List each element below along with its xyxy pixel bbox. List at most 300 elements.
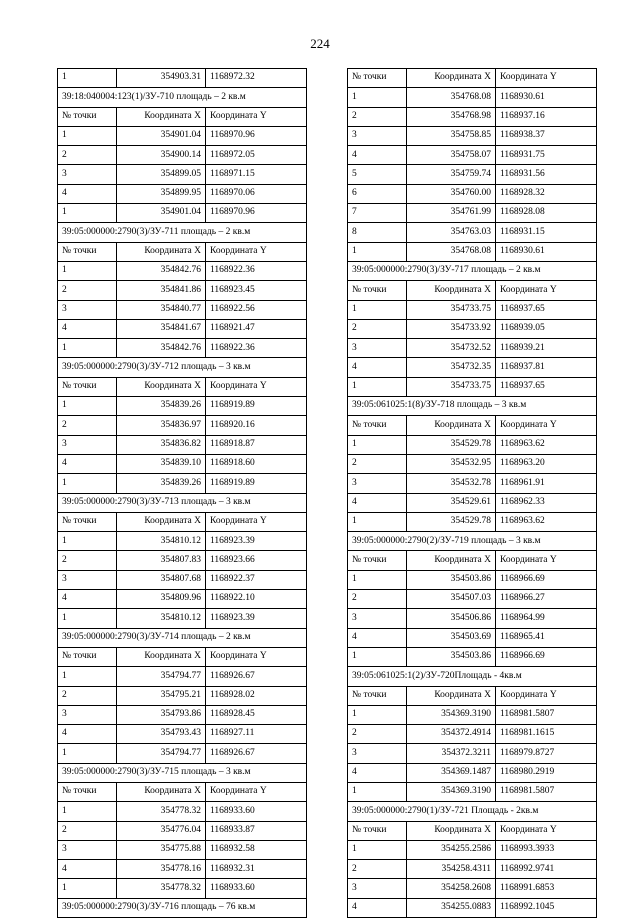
coordinate-x-header: Координата X [117,107,206,126]
point-number-header: № точки [58,782,117,801]
coordinate-y-cell: 1168970.06 [206,184,307,203]
coordinate-y-cell: 1168970.96 [206,126,307,145]
coordinate-x-header: Координата X [117,782,206,801]
right-coordinates-table [347,68,597,918]
table-header-row [58,782,307,801]
point-number-cell: 3 [58,570,117,589]
point-number-cell: 2 [348,107,407,126]
coordinate-x-cell: 354901.04 [117,126,206,145]
coordinate-y-cell: 1168937.65 [496,300,597,319]
point-number-cell: 4 [58,860,117,879]
coordinate-x-cell: 354842.76 [117,261,206,280]
point-number-cell: 2 [348,725,407,744]
point-number-cell: 1 [348,570,407,589]
coordinate-y-cell: 1168927.11 [206,725,307,744]
coordinate-x-cell: 354836.82 [117,435,206,454]
point-number-cell: 1 [348,435,407,454]
coordinate-y-cell: 1168992.1045 [496,898,597,917]
coordinate-x-cell: 354532.95 [407,454,496,473]
coordinate-y-cell: 1168962.33 [496,493,597,512]
table-row [58,339,307,358]
point-number-header: № точки [348,821,407,840]
coordinate-y-cell: 1168980.2919 [496,763,597,782]
point-number-cell: 1 [58,397,117,416]
table-row [58,435,307,454]
coordinate-x-cell: 354255.0883 [407,898,496,917]
coordinate-x-header: Координата X [407,69,496,88]
coordinate-x-cell: 354372.4914 [407,725,496,744]
coordinate-y-cell: 1168932.58 [206,840,307,859]
coordinate-x-cell: 354369.3190 [407,782,496,801]
table-row [58,705,307,724]
point-number-cell: 3 [58,840,117,859]
point-number-header: № точки [348,281,407,300]
table-row [58,744,307,763]
coordinate-x-cell: 354529.78 [407,435,496,454]
table-row [348,898,597,917]
plot-title: 39:05:000000:2790(1)/ЗУ-721 Площадь - 2кв.м [348,802,597,821]
table-row [58,165,307,184]
table-row [348,705,597,724]
table-row [58,454,307,473]
point-number-header: № точки [58,377,117,396]
coordinate-x-cell: 354503.86 [407,570,496,589]
point-number-cell: 3 [58,300,117,319]
coordinate-y-cell: 1168923.66 [206,551,307,570]
coordinate-x-cell: 354794.77 [117,744,206,763]
point-number-header: № точки [348,686,407,705]
section-title-row [58,88,307,107]
table-header-row [58,242,307,261]
table-row [348,782,597,801]
coordinate-x-header: Координата X [117,512,206,531]
point-number-cell: 1 [58,261,117,280]
table-row [58,69,307,88]
table-row [348,377,597,396]
table-row [58,300,307,319]
table-row [58,474,307,493]
table-row [348,165,597,184]
coordinate-x-cell: 354810.12 [117,609,206,628]
coordinate-x-cell: 354760.00 [407,184,496,203]
coordinate-y-cell: 1168966.69 [496,570,597,589]
point-number-cell: 4 [348,358,407,377]
section-title-row [348,802,597,821]
coordinate-y-header: Координата Y [206,107,307,126]
coordinate-x-cell: 354842.76 [117,339,206,358]
coordinate-x-cell: 354778.32 [117,802,206,821]
coordinate-x-cell: 354758.85 [407,126,496,145]
coordinate-x-cell: 354899.05 [117,165,206,184]
plot-title: 39:05:000000:2790(3)/ЗУ-716 площадь – 76 кв.м [58,898,307,917]
table-row [348,223,597,242]
table-row [348,512,597,531]
coordinate-y-cell: 1168981.5807 [496,705,597,724]
table-header-row [348,821,597,840]
point-number-cell: 3 [348,339,407,358]
coordinate-y-cell: 1168961.91 [496,474,597,493]
table-header-row [348,551,597,570]
point-number-cell: 1 [58,802,117,821]
section-title-row [58,898,307,917]
point-number-cell: 2 [348,590,407,609]
section-title-row [348,532,597,551]
coordinate-y-cell: 1168923.39 [206,609,307,628]
coordinate-y-cell: 1168981.5807 [496,782,597,801]
point-number-cell: 1 [58,879,117,898]
coordinate-y-cell: 1168933.87 [206,821,307,840]
point-number-cell: 2 [58,146,117,165]
coordinate-x-cell: 354529.61 [407,493,496,512]
coordinate-x-cell: 354768.08 [407,88,496,107]
coordinate-y-cell: 1168932.31 [206,860,307,879]
coordinate-y-cell: 1168920.16 [206,416,307,435]
point-number-header: № точки [58,242,117,261]
coordinate-y-cell: 1168928.02 [206,686,307,705]
section-title-row [58,763,307,782]
table-row [348,454,597,473]
coordinate-x-cell: 354503.86 [407,647,496,666]
coordinate-y-cell: 1168992.9741 [496,860,597,879]
coordinate-y-header: Координата Y [206,782,307,801]
coordinate-y-header: Координата Y [496,686,597,705]
coordinate-y-cell: 1168922.56 [206,300,307,319]
coordinate-y-cell: 1168937.65 [496,377,597,396]
point-number-cell: 4 [58,725,117,744]
coordinate-x-cell: 354733.92 [407,319,496,338]
coordinate-y-header: Координата Y [206,242,307,261]
coordinate-y-cell: 1168939.05 [496,319,597,338]
coordinate-x-cell: 354809.96 [117,590,206,609]
coordinate-y-cell: 1168972.32 [206,69,307,88]
plot-title: 39:05:000000:2790(3)/ЗУ-715 площадь – 3 кв.м [58,763,307,782]
point-number-cell: 1 [348,242,407,261]
table-row [58,570,307,589]
table-header-row [58,377,307,396]
coordinate-x-header: Координата X [117,242,206,261]
coordinate-y-cell: 1168919.89 [206,397,307,416]
coordinate-y-cell: 1168964.99 [496,609,597,628]
table-row [348,146,597,165]
coordinate-y-cell: 1168933.60 [206,879,307,898]
coordinate-y-cell: 1168922.37 [206,570,307,589]
table-row [58,204,307,223]
coordinate-x-cell: 354372.3211 [407,744,496,763]
point-number-header: № точки [58,647,117,666]
point-number-cell: 2 [58,281,117,300]
coordinate-x-header: Координата X [407,821,496,840]
point-number-cell: 3 [58,705,117,724]
coordinate-y-cell: 1168919.89 [206,474,307,493]
table-row [348,88,597,107]
point-number-header: № точки [58,107,117,126]
table-row [348,358,597,377]
table-row [348,435,597,454]
coordinate-y-cell: 1168981.1615 [496,725,597,744]
table-row [348,319,597,338]
coordinate-y-cell: 1168979.8727 [496,744,597,763]
coordinate-x-cell: 354841.67 [117,319,206,338]
table-row [58,281,307,300]
table-row [58,840,307,859]
point-number-cell: 4 [348,898,407,917]
table-row [348,107,597,126]
point-number-header: № точки [348,551,407,570]
coordinate-y-cell: 1168972.05 [206,146,307,165]
coordinate-y-cell: 1168930.61 [496,88,597,107]
point-number-cell: 3 [348,609,407,628]
point-number-cell: 3 [348,879,407,898]
coordinate-x-cell: 354733.75 [407,377,496,396]
point-number-cell: 1 [58,339,117,358]
coordinate-y-cell: 1168922.10 [206,590,307,609]
table-row [348,879,597,898]
point-number-cell: 3 [58,165,117,184]
coordinate-x-cell: 354793.86 [117,705,206,724]
coordinate-y-cell: 1168933.60 [206,802,307,821]
point-number-cell: 1 [58,744,117,763]
coordinate-y-cell: 1168963.20 [496,454,597,473]
plot-title: 39:05:000000:2790(3)/ЗУ-714 площадь – 2 кв.м [58,628,307,647]
point-number-cell: 1 [348,705,407,724]
coordinate-y-cell: 1168928.08 [496,204,597,223]
coordinate-y-header: Координата Y [496,416,597,435]
table-row [348,300,597,319]
coordinate-y-header: Координата Y [206,512,307,531]
plot-title: 39:05:061025:1(8)/ЗУ-718 площадь – 3 кв.м [348,397,597,416]
coordinate-x-cell: 354795.21 [117,686,206,705]
coordinate-x-cell: 354761.99 [407,204,496,223]
table-header-row [58,107,307,126]
coordinate-y-cell: 1168970.96 [206,204,307,223]
table-row [58,532,307,551]
coordinate-y-header: Координата Y [496,281,597,300]
coordinate-x-cell: 354369.3190 [407,705,496,724]
section-title-row [58,358,307,377]
coordinate-x-cell: 354763.03 [407,223,496,242]
table-header-row [348,281,597,300]
coordinate-y-header: Координата Y [206,377,307,396]
coordinate-x-cell: 354369.1487 [407,763,496,782]
table-row [58,686,307,705]
coordinate-x-header: Координата X [117,647,206,666]
coordinate-x-cell: 354794.77 [117,667,206,686]
coordinate-y-cell: 1168931.75 [496,146,597,165]
coordinate-y-cell: 1168991.6853 [496,879,597,898]
coordinate-x-header: Координата X [407,281,496,300]
table-header-row [58,512,307,531]
plot-title: 39:05:000000:2790(3)/ЗУ-711 площадь – 2 кв.м [58,223,307,242]
table-row [348,725,597,744]
coordinate-x-cell: 354839.10 [117,454,206,473]
coordinate-y-cell: 1168923.45 [206,281,307,300]
point-number-cell: 1 [58,474,117,493]
coordinate-x-cell: 354810.12 [117,532,206,551]
point-number-cell: 3 [348,744,407,763]
coordinate-x-cell: 354529.78 [407,512,496,531]
table-row [348,570,597,589]
plot-title: 39:05:000000:2790(3)/ЗУ-712 площадь – 3 кв.м [58,358,307,377]
point-number-cell: 2 [348,860,407,879]
table-row [58,725,307,744]
coordinate-x-cell: 354778.16 [117,860,206,879]
table-row [348,763,597,782]
point-number-cell: 1 [58,609,117,628]
coordinate-y-cell: 1168966.69 [496,647,597,666]
coordinate-y-cell: 1168926.67 [206,667,307,686]
coordinate-y-header: Координата Y [206,647,307,666]
section-title-row [348,261,597,280]
coordinate-x-cell: 354841.86 [117,281,206,300]
coordinate-y-cell: 1168971.15 [206,165,307,184]
table-row [348,609,597,628]
point-number-cell: 1 [348,782,407,801]
point-number-cell: 4 [348,763,407,782]
point-number-cell: 1 [348,512,407,531]
page-number: 224 [310,36,330,51]
section-title-row [348,397,597,416]
point-number-cell: 1 [348,647,407,666]
coordinate-x-cell: 354758.07 [407,146,496,165]
coordinate-x-cell: 354258.4311 [407,860,496,879]
table-row [348,744,597,763]
point-number-cell: 2 [58,821,117,840]
table-row [58,802,307,821]
table-row [348,590,597,609]
point-number-cell: 1 [58,126,117,145]
table-row [58,146,307,165]
coordinate-x-cell: 354507.03 [407,590,496,609]
table-row [348,242,597,261]
table-row [58,879,307,898]
point-number-cell: 1 [348,300,407,319]
section-title-row [58,223,307,242]
table-row [58,590,307,609]
point-number-cell: 7 [348,204,407,223]
table-row [58,184,307,203]
point-number-cell: 3 [348,474,407,493]
coordinate-y-header: Координата Y [496,69,597,88]
coordinate-x-cell: 354776.04 [117,821,206,840]
point-number-cell: 3 [348,126,407,145]
coordinate-x-header: Координата X [407,416,496,435]
point-number-cell: 4 [58,184,117,203]
coordinate-x-cell: 354839.26 [117,474,206,493]
point-number-cell: 4 [58,319,117,338]
coordinate-x-cell: 354839.26 [117,397,206,416]
coordinate-y-cell: 1168939.21 [496,339,597,358]
table-row [348,840,597,859]
plot-title: 39:05:000000:2790(3)/ЗУ-713 площадь – 3 кв.м [58,493,307,512]
coordinate-y-header: Координата Y [496,821,597,840]
coordinate-x-cell: 354903.31 [117,69,206,88]
table-row [58,821,307,840]
coordinate-x-cell: 354901.04 [117,204,206,223]
point-number-cell: 4 [348,146,407,165]
coordinate-x-cell: 354733.75 [407,300,496,319]
point-number-cell: 2 [58,551,117,570]
point-number-header: № точки [58,512,117,531]
coordinate-x-cell: 354836.97 [117,416,206,435]
point-number-cell: 8 [348,223,407,242]
table-header-row [58,647,307,666]
table-row [348,184,597,203]
point-number-cell: 1 [348,88,407,107]
coordinate-x-cell: 354503.69 [407,628,496,647]
table-row [348,126,597,145]
table-row [58,667,307,686]
point-number-cell: 5 [348,165,407,184]
coordinate-x-cell: 354807.68 [117,570,206,589]
table-row [58,860,307,879]
table-row [58,126,307,145]
table-row [58,551,307,570]
plot-title: 39:18:040004:123(1)/ЗУ-710 площадь – 2 кв.м [58,88,307,107]
coordinate-x-cell: 354899.95 [117,184,206,203]
coordinate-y-cell: 1168937.16 [496,107,597,126]
point-number-cell: 1 [58,667,117,686]
table-row [58,397,307,416]
table-header-row [348,69,597,88]
point-number-cell: 2 [58,416,117,435]
point-number-header: № точки [348,69,407,88]
point-number-cell: 2 [348,454,407,473]
plot-title: 39:05:000000:2790(2)/ЗУ-719 площадь – 3 кв.м [348,532,597,551]
coordinate-x-cell: 354900.14 [117,146,206,165]
point-number-cell: 4 [348,493,407,512]
coordinate-y-cell: 1168918.60 [206,454,307,473]
coordinate-x-cell: 354768.98 [407,107,496,126]
coordinate-x-cell: 354255.2586 [407,840,496,859]
coordinate-y-cell: 1168922.36 [206,261,307,280]
point-number-cell: 1 [348,377,407,396]
coordinate-y-cell: 1168966.27 [496,590,597,609]
coordinate-y-cell: 1168931.56 [496,165,597,184]
table-row [58,609,307,628]
table-row [348,860,597,879]
coordinate-x-header: Координата X [407,551,496,570]
table-header-row [348,416,597,435]
point-number-header: № точки [348,416,407,435]
coordinate-y-cell: 1168930.61 [496,242,597,261]
table-header-row [348,686,597,705]
coordinate-x-cell: 354778.32 [117,879,206,898]
coordinate-y-cell: 1168921.47 [206,319,307,338]
coordinate-x-header: Координата X [407,686,496,705]
point-number-cell: 3 [58,435,117,454]
coordinate-y-cell: 1168965.41 [496,628,597,647]
coordinate-y-header: Координата Y [496,551,597,570]
coordinate-y-cell: 1168918.87 [206,435,307,454]
coordinate-y-cell: 1168931.15 [496,223,597,242]
point-number-cell: 1 [58,532,117,551]
point-number-cell: 2 [58,686,117,705]
plot-title: 39:05:061025:1(2)/ЗУ-720Площадь - 4кв.м [348,667,597,686]
point-number-cell: 1 [58,204,117,223]
coordinate-y-cell: 1168963.62 [496,435,597,454]
coordinate-y-cell: 1168928.45 [206,705,307,724]
coordinate-y-cell: 1168926.67 [206,744,307,763]
coordinate-y-cell: 1168923.39 [206,532,307,551]
point-number-cell: 4 [348,628,407,647]
table-row [58,319,307,338]
point-number-cell: 1 [348,840,407,859]
plot-title: 39:05:000000:2790(3)/ЗУ-717 площадь – 2 кв.м [348,261,597,280]
table-row [348,628,597,647]
table-row [348,339,597,358]
left-coordinates-table [57,68,307,918]
section-title-row [58,628,307,647]
